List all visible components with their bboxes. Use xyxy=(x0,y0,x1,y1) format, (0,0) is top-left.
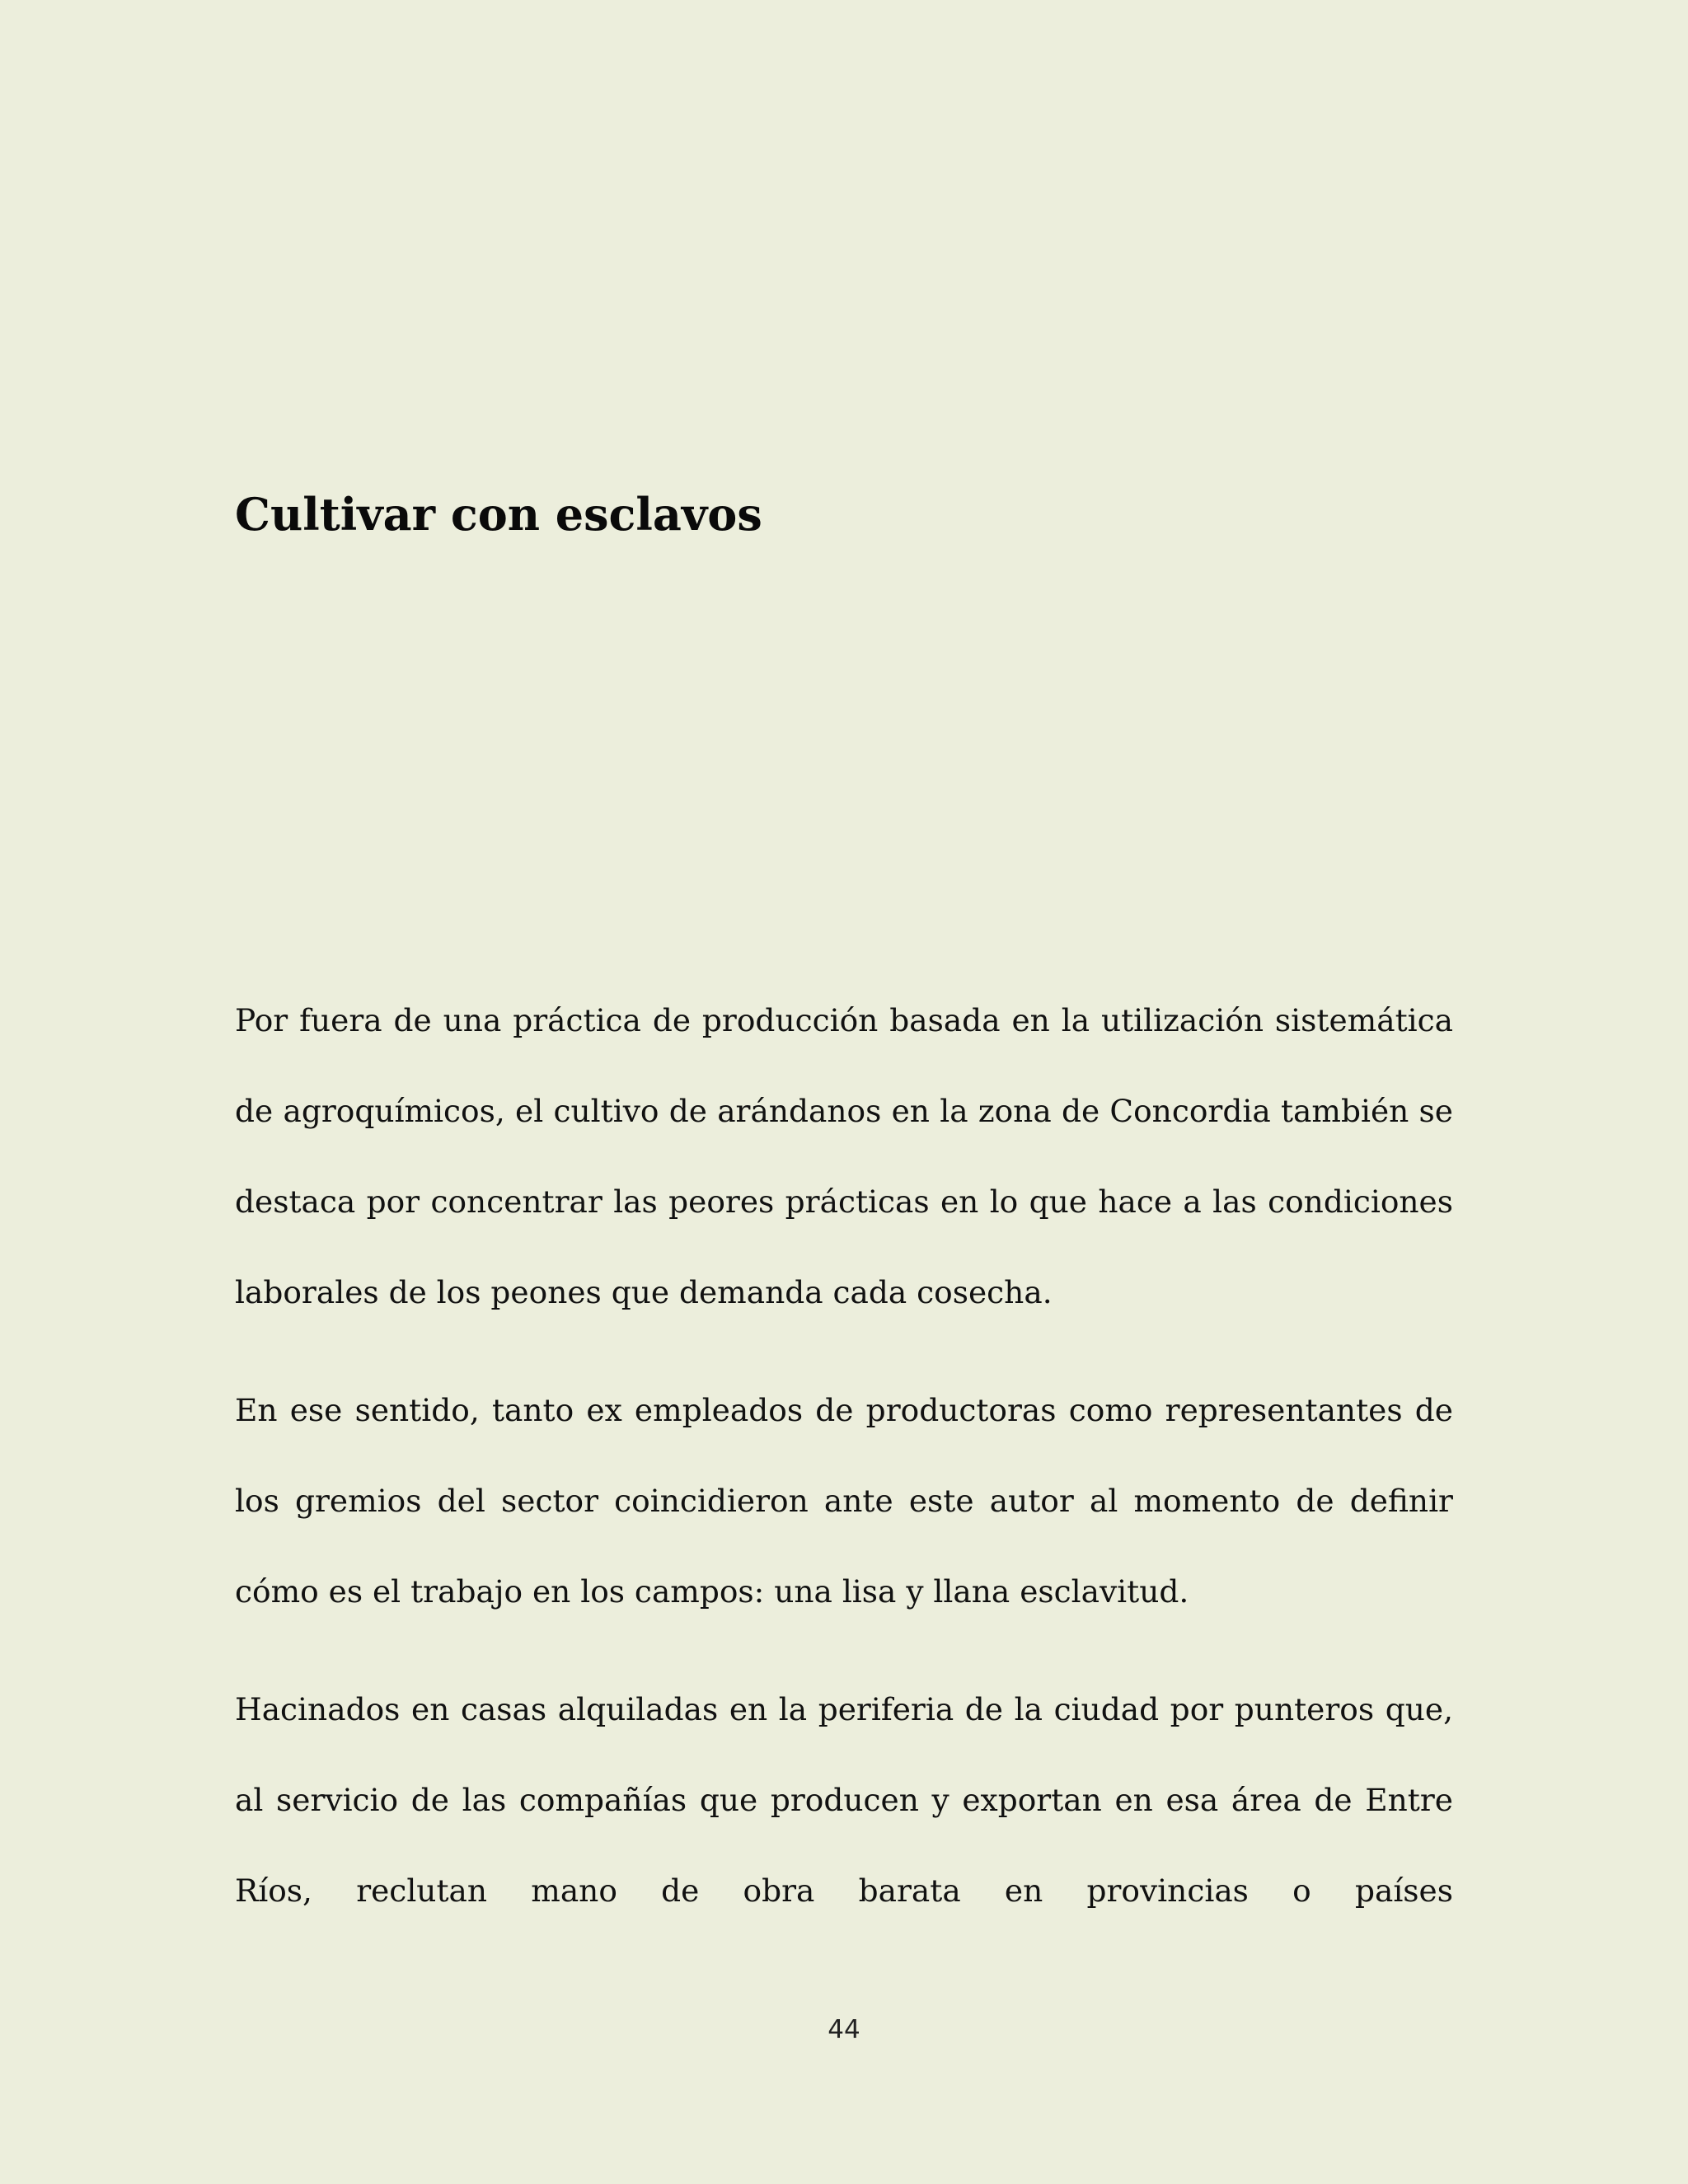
paragraph-2: En ese sentido, tanto ex empleados de productoras como representantes de los gremios del sector coincidieron ante este autor al momento de definir cómo es el trabajo en los campos: una lisa y llana esclavitud. xyxy=(235,1392,1453,1610)
page-number: 44 xyxy=(828,2015,860,2045)
paragraph-3: Hacinados en casas alquiladas en la periferia de la ciudad por punteros que, al servicio de las compañías que producen y exportan en esa área de Entre Ríos, reclutan mano de obra barata en provincias o países xyxy=(235,1691,1453,1909)
body-text xyxy=(235,975,1453,1963)
chapter-title: Cultivar con esclavos xyxy=(235,488,762,541)
paragraph-1: Por fuera de una práctica de producción basada en la utilización sistemática de agroquímicos, el cultivo de arándanos en la zona de Concordia también se destaca por concentrar las peores prácticas en lo que hace a las condiciones laborales de los peones que demanda cada cosecha. xyxy=(235,1002,1453,1310)
